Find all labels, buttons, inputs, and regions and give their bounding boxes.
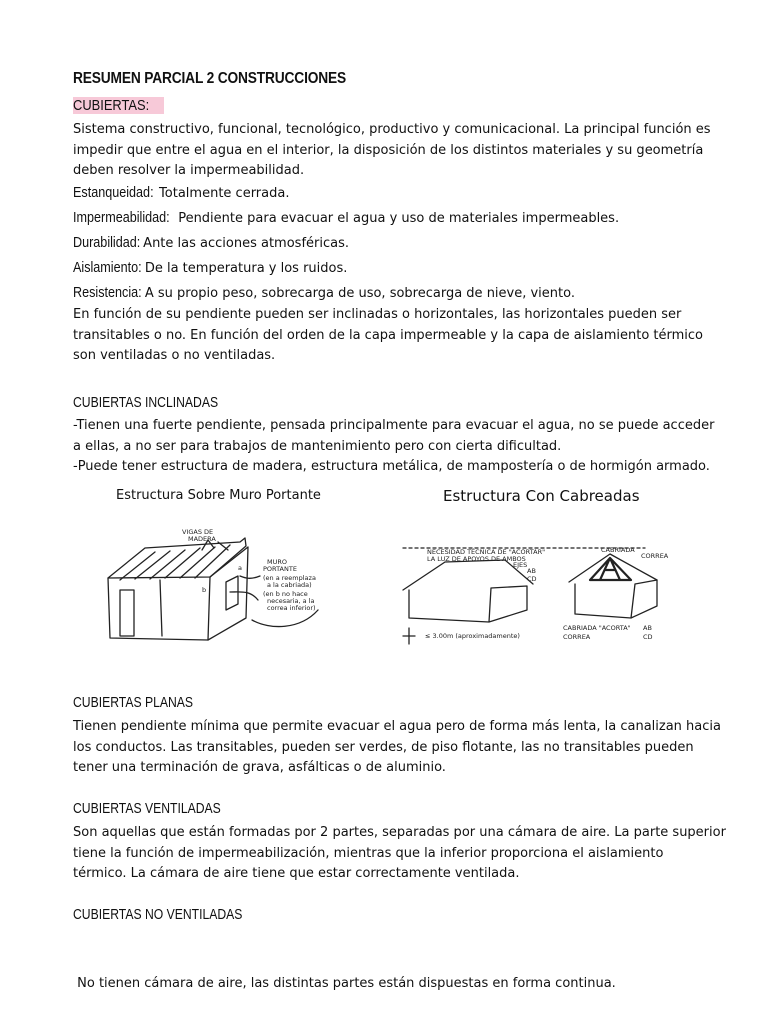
label-cd-bottom: CD	[643, 633, 653, 641]
heading-cubiertas-inclinadas: CUBIERTAS INCLINADAS	[73, 395, 219, 411]
label-cabriada-acorta: CABRIADA "ACORTA"	[563, 624, 631, 632]
label-ab-bottom: AB	[643, 624, 652, 632]
label-note: (en b no hace	[263, 590, 308, 598]
sketch-truss	[590, 558, 631, 580]
text-line: térmico. La cámara de aire tiene que estar correctamente ventilada.	[73, 866, 520, 881]
text-line: tiene la función de impermeabilización, mientras que la inferior proporciona el aislamiento	[73, 845, 664, 861]
text-line: -Puede tener estructura de madera, estructura metálica, de mampostería o de hormigón armado.	[73, 459, 710, 474]
text-line: impedir que entre el agua en el interior, la disposición de los distintos materiales y su geometría	[73, 142, 704, 158]
no-ventiladas-text	[73, 933, 703, 1036]
label-madera: MADERA	[188, 535, 216, 543]
cubiertas-classification	[73, 305, 703, 367]
sketch-door	[120, 590, 134, 636]
label-correa-bottom: CORREA	[563, 633, 591, 641]
planas-text	[73, 717, 721, 779]
sketch-axis-mark	[403, 628, 415, 644]
label-luz: LA LUZ DE APOYOS DE AMBOS	[427, 555, 526, 563]
heading-cubiertas-no-ventiladas: CUBIERTAS NO VENTILADAS	[73, 907, 243, 923]
sketch-roof	[108, 538, 246, 578]
label-distance: ≤ 3.00m (aproximadamente)	[425, 632, 520, 640]
label-muro: MURO	[267, 558, 287, 566]
sketch-cabreadas	[395, 540, 695, 650]
document-title: RESUMEN PARCIAL 2 CONSTRUCCIONES	[73, 70, 347, 87]
text-line: Tienen pendiente mínima que permite evacuar el agua pero de forma más lenta, la canalizan hacia	[73, 719, 721, 734]
label-cd: CD	[527, 575, 537, 583]
label-a: a	[238, 564, 242, 572]
heading-cubiertas-ventiladas: CUBIERTAS VENTILADAS	[73, 801, 221, 817]
text-line: los conductos. Las transitables, pueden ser verdes, de piso flotante, las no transitables pueden	[73, 739, 694, 755]
label-vigas: VIGAS DE	[182, 528, 214, 536]
definition-durabilidad: Durabilidad: Ante las acciones atmosféricas.	[73, 234, 349, 251]
text-line: No tienen cámara de aire, las distintas partes están dispuestas en forma continua.	[73, 976, 616, 991]
label-note: (en a reemplaza	[263, 574, 316, 582]
text-line: tener una terminación de grava, asfálticas o de aluminio.	[73, 760, 446, 775]
definition-aislamiento: Aislamiento: De la temperatura y los ruidos.	[73, 259, 348, 276]
text-line: transitables o no. En función del orden de la capa impermeable y la capa de aislamiento térmico	[73, 327, 704, 343]
definition-resistencia: Resistencia: A su propio peso, sobrecarga de uso, sobrecarga de nieve, viento.	[73, 284, 575, 301]
sketch-house-left	[409, 586, 527, 622]
label-ab: AB	[527, 567, 536, 575]
figure-right-caption: Estructura Con Cabreadas	[443, 487, 640, 505]
inclinadas-text	[73, 416, 715, 478]
sketch-front-wall	[108, 577, 210, 640]
sketch-muro-portante	[100, 520, 360, 650]
text-line: En función de su pendiente pueden ser inclinadas o horizontales, las horizontales pueden ser	[73, 307, 682, 322]
text-line: a ellas, a no ser para trabajos de mantenimiento pero con cierta dificultad.	[73, 438, 562, 454]
label-correa: CORREA	[641, 552, 669, 560]
text-line: deben resolver la impermeabilidad.	[73, 163, 305, 178]
label-b: b	[202, 586, 207, 594]
text-line: son ventiladas o no ventiladas.	[73, 348, 276, 363]
sketch-house-right	[575, 580, 657, 618]
text-line: -Tienen una fuerte pendiente, pensada principalmente para evacuar el agua, no se puede acceder	[73, 418, 715, 433]
cubiertas-intro	[73, 120, 711, 182]
label-cabriada: CABRIADA	[601, 546, 635, 554]
heading-cubiertas: CUBIERTAS:	[73, 97, 164, 114]
label-portante: PORTANTE	[263, 565, 297, 573]
ventiladas-text	[73, 823, 726, 885]
definition-estanqueidad: Estanqueidad: Totalmente cerrada.	[73, 184, 290, 201]
label-note: correa inferior)	[267, 604, 316, 612]
heading-cubiertas-planas: CUBIERTAS PLANAS	[73, 695, 194, 711]
label-note: necesaria, a la	[267, 597, 315, 605]
label-necesidad: NECESIDAD TÉCNICA DE "ACORTAR"	[427, 548, 546, 556]
sketch-divider	[160, 580, 162, 636]
definition-impermeabilidad: Impermeabilidad: Pendiente para evacuar el agua y uso de materiales impermeables.	[73, 209, 620, 226]
text-line: Son aquellas que están formadas por 2 partes, separadas por una cámara de aire. La parte superior	[73, 825, 726, 840]
figure-left-caption: Estructura Sobre Muro Portante	[116, 488, 321, 503]
label-note: a la cabriada)	[267, 581, 312, 589]
label-ejes: EJES	[513, 561, 528, 569]
text-line: Sistema constructivo, funcional, tecnológico, productivo y comunicacional. La principal función es	[73, 122, 711, 137]
sketch-window	[226, 576, 238, 610]
